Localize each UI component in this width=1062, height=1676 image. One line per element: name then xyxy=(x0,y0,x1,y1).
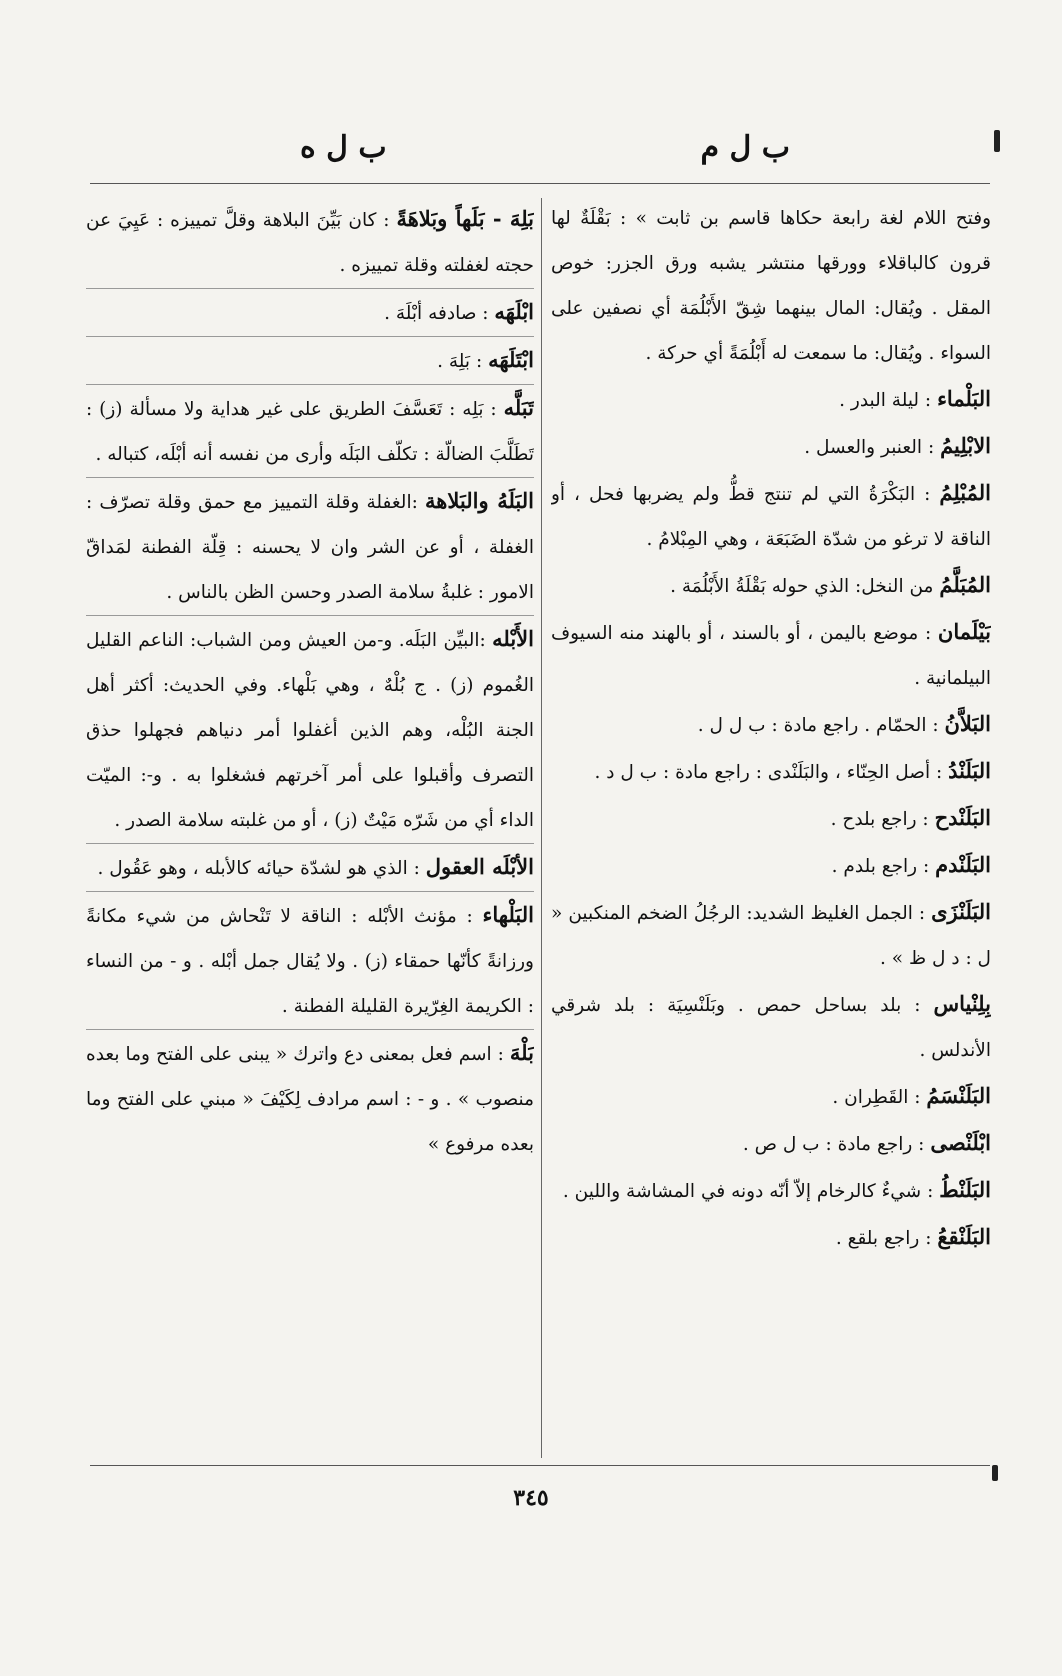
left-entry xyxy=(86,337,534,385)
entry-headword: البَلَنْقعُ xyxy=(937,1224,991,1249)
column-divider xyxy=(541,198,542,1458)
right-entry xyxy=(551,1214,991,1261)
left-entry xyxy=(86,1030,534,1167)
entry-definition: : راجع بلقع . xyxy=(835,1228,932,1249)
page-number: ٣٤٥ xyxy=(513,1485,549,1511)
entry-definition: : الذي هو لشدّة حيائه كالأبله ، وهو عَقُول . xyxy=(97,858,420,879)
scan-mark xyxy=(992,1465,998,1481)
entry-headword: المُبَلَّمُ xyxy=(939,572,991,597)
entry-definition: : راجع بلدح . xyxy=(830,809,929,830)
right-column xyxy=(551,196,991,1456)
right-entry xyxy=(551,1167,991,1214)
entry-definition: وفتح اللام لغة رابعة حكاها قاسم بن ثابت » : بَقْلَةٌ لها قرون كالباقلاء وورقها منتشر يشبه ورق الجزر: خوص المقل . ويُقال: المال بينهما شِقّ الأَبْلُمَة أي نصفين على السواء . ويُقال: ما سمعت له أَبْلُمَةً أي حركة . xyxy=(551,208,991,364)
entry-definition: : بلد بساحل حمص . وبَلَنْسِيَة : بلد شرقي الأندلس . xyxy=(551,995,991,1061)
entry-definition: : الحمّام . راجع مادة : ب ل ل . xyxy=(697,715,939,736)
entry-definition: من النخل: الذي حوله بَقْلَةُ الأَبْلُمَة . xyxy=(670,576,934,597)
entry-headword: البَلَنْدُ xyxy=(948,758,991,783)
running-header-right: ب ل م xyxy=(700,130,790,165)
entry-headword: تَبَلَّه xyxy=(503,395,534,420)
entry-headword: البَلَنْطُ xyxy=(939,1177,991,1202)
left-entry xyxy=(86,385,534,478)
left-entry xyxy=(86,892,534,1030)
right-entry xyxy=(551,889,991,981)
entry-headword: بِلِنْياس xyxy=(933,991,991,1016)
right-entry xyxy=(551,562,991,609)
entry-definition: : صادفه أبْلَهَ . xyxy=(384,303,489,324)
entry-headword: البَلْماء xyxy=(937,386,991,411)
left-entry xyxy=(86,616,534,844)
entry-headword: بَلْهَ xyxy=(509,1040,534,1065)
footer-rule xyxy=(90,1465,990,1466)
entry-definition: : موضع باليمن ، أو بالسند ، أو بالهند منه السيوف البيلمانية . xyxy=(551,623,991,689)
right-entry xyxy=(551,196,991,376)
entry-definition: :البيِّن البَلَه. و-من العيش ومن الشباب: الناعم القليل الغُموم (ز) . ج بُلْهٌ ، وهي بَلْهاء. وفي الحديث: أكثر أهل الجنة البُلْه، وهم الذين أغفلوا أمر دنياهم فجهلوا حذق التصرف وأقبلوا على أمر آخرتهم فشغلوا به . و-: الميّت الداء أي من شَرّه مَيْتٌ (ز) ، أو من غلبته سلامة الصدر . xyxy=(86,630,534,831)
left-entry xyxy=(86,478,534,616)
entry-definition: : بَلِه : تَعَسَّفَ الطريق على غير هداية ولا مسألة (ز) : تَطَلَّبَ الضالّة : تكلّف البَلَه وأرى من نفسه أنه أبْلَه، كتباله . xyxy=(86,399,534,465)
left-entry xyxy=(86,844,534,892)
entry-definition: : أصل الحِنّاء ، والبَلَنْدى : راجع مادة : ب ل د . xyxy=(594,762,943,783)
right-entry xyxy=(551,1120,991,1167)
entry-headword: ابْتَلَهَه xyxy=(488,347,534,372)
entry-headword: بَيْلَمان xyxy=(937,619,991,644)
entry-definition: : اسم فعل بمعنى دع واترك « يبنى على الفتح وما بعده منصوب » . و - : اسم مرادف لِكَيْفَ « مبني على الفتح وما بعده مرفوع » xyxy=(86,1044,534,1155)
entry-headword: البَلَنْزَى xyxy=(931,899,991,924)
entry-headword: البَلاَّنُ xyxy=(944,711,991,736)
entry-definition: : راجع بلدم . xyxy=(831,856,930,877)
right-entry xyxy=(551,981,991,1073)
entry-definition: : مؤنث الأبْله : الناقة لا تَنْحاش من شيء مكانةً ورزانةً كأنّها حمقاء (ز) . ولا يُقال جمل أبْله . و - من النساء : الكريمة الغِرّيرة القليلة الفطنة . xyxy=(86,906,534,1017)
right-entry xyxy=(551,470,991,562)
right-entry xyxy=(551,423,991,470)
entry-headword: بَلِهَ - بَلَهاً وبَلاهَةً xyxy=(396,206,534,231)
entry-headword: البَلَنْدح xyxy=(934,805,991,830)
entry-definition: :الغفلة وقلة التمييز مع حمق وقلة تصرّف : الغفلة ، أو عن الشر وان لا يحسنه : قِلّة الفطنة لمَداقّ الامور : غلبةُ سلامة الصدر وحسن الظن بالناس . xyxy=(86,492,534,603)
right-entry xyxy=(551,748,991,795)
right-entry xyxy=(551,376,991,423)
entry-headword: البَلَنْسَمُ xyxy=(926,1083,991,1108)
right-entry xyxy=(551,609,991,701)
entry-headword: ابْلَهَه xyxy=(494,299,534,324)
right-entry xyxy=(551,701,991,748)
entry-definition: : كان بَيِّنَ البلاهة وقلَّ تمييزه : عَيِيَ عن حجته لغفلته وقلة تمييزه . xyxy=(86,210,534,276)
left-entry xyxy=(86,289,534,337)
left-column xyxy=(86,196,534,1456)
entry-definition: : الجمل الغليظ الشديد: الرجُلُ الضخم المنكبين « ل : د ل ظ » . xyxy=(551,903,991,969)
running-header-left: ب ل ه xyxy=(300,130,387,165)
entry-definition: : بَلِهَ . xyxy=(437,351,483,372)
entry-headword: البَلْهاء xyxy=(482,902,534,927)
entry-headword: البَلَهُ والبَلاهة xyxy=(425,488,534,513)
entry-headword: البَلَنْدم xyxy=(935,852,991,877)
entry-definition: : ليلة البدر . xyxy=(839,390,932,411)
left-entry xyxy=(86,196,534,289)
entry-headword: ابْلَنْصى xyxy=(930,1130,991,1155)
entry-headword: المُبْلِمُ xyxy=(939,480,991,505)
entry-definition: : شيءٌ كالرخام إلاّ أنّه دونه في المشاشة واللين . xyxy=(562,1181,934,1202)
right-entry xyxy=(551,795,991,842)
entry-definition: : القَطِران . xyxy=(832,1087,921,1108)
header-rule xyxy=(90,183,990,184)
entry-headword: الأَبْله xyxy=(492,626,534,651)
entry-definition: : راجع مادة : ب ل ص . xyxy=(742,1134,925,1155)
entry-headword: الأبْلَه العقول xyxy=(425,854,534,879)
entry-headword: الابْلِيمُ xyxy=(940,433,991,458)
scan-mark xyxy=(994,130,1000,152)
right-entry xyxy=(551,842,991,889)
entry-definition: : البَكْرَةُ التي لم تنتج قطُّ ولم يضربها فحل ، أو الناقة لا ترغو من شدّة الضَبَعَة ، وهي المِبْلامُ . xyxy=(551,484,991,550)
right-entry xyxy=(551,1073,991,1120)
entry-definition: : العنبر والعسل . xyxy=(804,437,935,458)
